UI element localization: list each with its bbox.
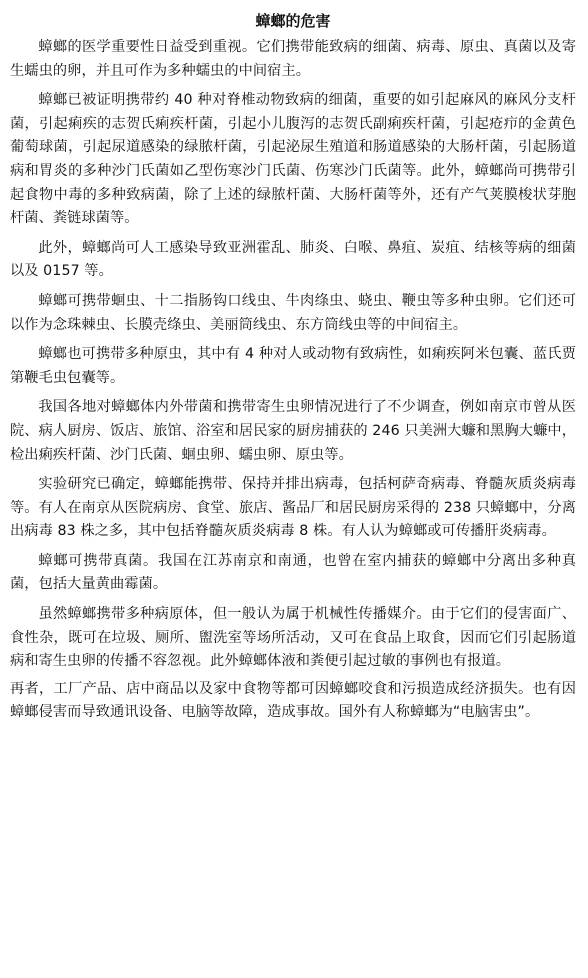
document-title: 蟑螂的危害 <box>255 12 331 30</box>
paragraph-worm-eggs: 蟑螂可携带蛔虫、十二指肠钩口线虫、牛肉绦虫、蛲虫、鞭虫等多种虫卵。它们还可以作为念珠棘虫、长膜壳绦虫、美丽筒线虫、东方筒线虫等的中间宿主。 <box>10 292 576 333</box>
paragraph-viruses: 实验研究已确定，蟑螂能携带、保持并排出病毒，包括柯萨奇病毒、脊髓灰质炎病毒等。有人在南京从医院病房、食堂、旅店、酱品厂和居民厨房采得的 238 只蟑螂中，分离出病毒 83 株之多，其中包括脊髓灰质炎病毒 8 株。有人认为蟑螂或可传播肝炎病毒。 <box>10 476 576 540</box>
paragraph-mechanical-vector: 虽然蟑螂携带多种病原体，但一般认为属于机械性传播媒介。由于它们的侵害面广、食性杂，既可在垃圾、厕所、盥洗室等场所活动，又可在食品上取食，因而它们引起肠道病和寄生虫卵的传播不容忽视。此外蟑螂体液和粪便引起过敏的事例也有报道。 <box>10 606 576 670</box>
paragraph-fungi: 蟑螂可携带真菌。我国在江苏南京和南通，也曾在室内捕获的蟑螂中分离出多种真菌，包括大量黄曲霉菌。 <box>10 552 576 593</box>
paragraph-protozoa: 蟑螂也可携带多种原虫，其中有 4 种对人或动物有致病性，如痢疾阿米包囊、蓝氏贾第鞭毛虫包囊等。 <box>10 346 576 386</box>
paragraph-surveys: 我国各地对蟑螂体内外带菌和携带寄生虫卵情况进行了不少调查，例如南京市曾从医院、病人厨房、饭店、旅馆、浴室和居民家的厨房捕获的 246 只美洲大蠊和黑胸大蠊中，检出痢疾杆菌、沙门氏菌、蛔虫卵、蠕虫卵、原虫等。 <box>10 399 576 463</box>
paragraph-artificial-infection: 此外，蟑螂尚可人工感染导致亚洲霍乱、肺炎、白喉、鼻疽、炭疽、结核等病的细菌以及 0157 等。 <box>10 239 576 280</box>
paragraph-bacteria: 蟑螂已被证明携带约 40 种对脊椎动物致病的细菌，重要的如引起麻风的麻风分支杆菌，引起痢疾的志贺氏痢疾杆菌，引起小儿腹泻的志贺氏副痢疾杆菌，引起疮疖的金黄色葡萄球菌，引起尿道感染的绿脓杆菌，引起泌尿生殖道和肠道感染的大肠杆菌，引起肠道病和胃炎的多种沙门氏菌如乙型伤寒沙门氏菌、伤寒沙门氏菌等。此外，蟑螂尚可携带引起食物中毒的多种致病菌，除了上述的绿脓杆菌、大肠杆菌等外，还有产气荚膜梭状芽胞杆菌、粪链球菌等。 <box>10 92 576 227</box>
paragraph-medical-importance: 蟑螂的医学重要性日益受到重视。它们携带能致病的细菌、病毒、原虫、真菌以及寄生蠕虫的卵，并且可作为多种蠕虫的中间宿主。 <box>10 39 576 79</box>
paragraph-economic-loss: 再者，工厂产品、店中商品以及家中食物等都可因蟑螂咬食和污损造成经济损失。也有因蟑螂侵害而导致通讯设备、电脑等故障，造成事故。国外有人称蟑螂为“电脑害虫”。 <box>10 680 576 721</box>
